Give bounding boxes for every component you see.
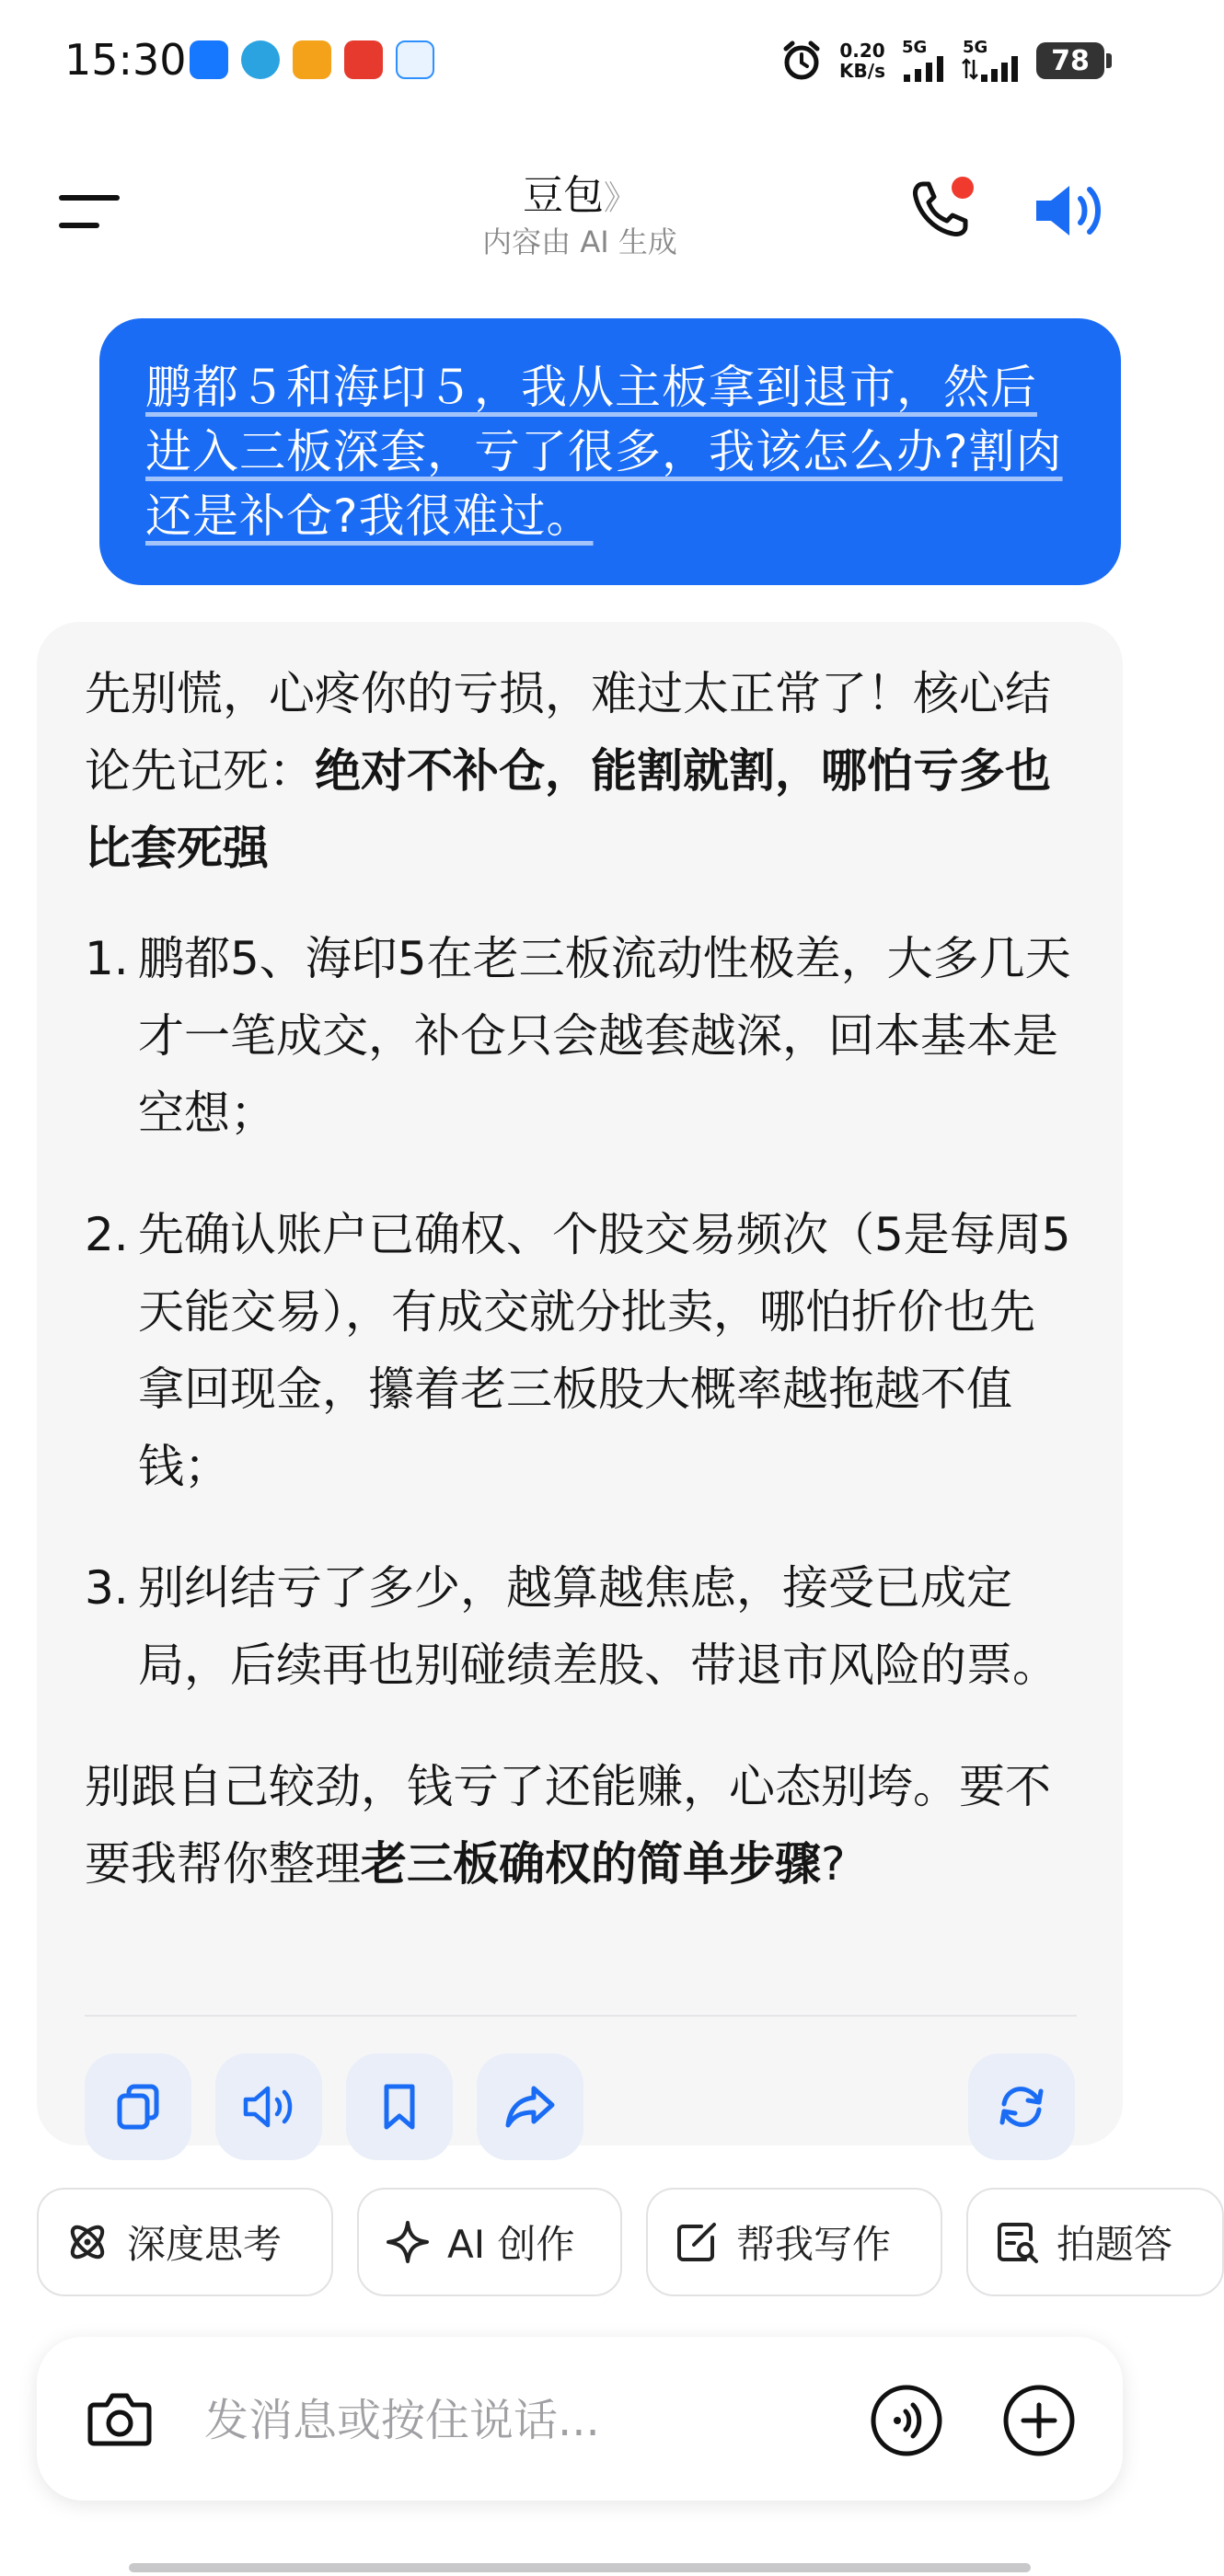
- user-message-text: 鹏都５和海印５，我从主板拿到退市，然后进入三板深套，亏了很多，我该怎么办?割肉还是补仓?我很难过。: [145, 361, 1063, 543]
- message-input[interactable]: [202, 2385, 795, 2456]
- share-button[interactable]: [477, 2053, 583, 2160]
- battery-indicator: 78: [1036, 42, 1104, 79]
- network-speed: 0.20 KB/s: [839, 40, 885, 82]
- telegram-icon: [241, 40, 280, 79]
- read-aloud-button[interactable]: [215, 2053, 322, 2160]
- alipay-icon: [190, 40, 228, 79]
- list-item: 1. 鹏都5、海印5在老三板流动性极差，大多几天才一笔成交，补仓只会越套越深，回本基本是空想；: [85, 932, 1071, 1140]
- ai-advice-list: [85, 920, 1079, 1704]
- signal-sim2: 5G: [963, 40, 1020, 82]
- home-indicator[interactable]: [129, 2563, 1031, 2572]
- chip-deep-thinking[interactable]: 深度思考: [37, 2188, 333, 2296]
- refresh-icon: [993, 2078, 1050, 2135]
- status-bar: [0, 0, 1160, 124]
- bookmark-button[interactable]: [346, 2053, 453, 2160]
- message-input-bar: [37, 2337, 1123, 2501]
- list-item: 3. 别纠结亏了多少，越算越焦虑，接受已成定局，后续再也别碰绩差股、带退市风险的票。: [85, 1561, 1058, 1692]
- ai-closing-paragraph: 别跟自己较劲，钱亏了还能赚，心态别垮。要不要我帮你整理老三板确权的简单步骤?: [85, 1760, 1051, 1891]
- plus-icon[interactable]: [1001, 2383, 1077, 2458]
- signal-sim1: 5G: [902, 40, 946, 82]
- signal-bars-icon: [902, 56, 946, 82]
- edit-icon: [674, 2219, 720, 2265]
- divider: [85, 2015, 1077, 2017]
- status-indicators: [780, 35, 1104, 86]
- copy-button[interactable]: [85, 2053, 191, 2160]
- sparkle-icon: [385, 2219, 431, 2265]
- chip-help-write[interactable]: 帮我写作: [646, 2188, 942, 2296]
- speaker-icon[interactable]: [1031, 180, 1108, 241]
- signal-bars-icon: [963, 56, 1020, 82]
- chip-ai-create[interactable]: AI 创作: [357, 2188, 622, 2296]
- ai-generated-notice: 内容由 AI 生成: [482, 224, 677, 259]
- status-time: 15:30: [64, 35, 187, 85]
- ai-response-card: [37, 622, 1123, 2145]
- chat-title[interactable]: 豆包》: [522, 172, 637, 219]
- camera-icon[interactable]: [83, 2383, 156, 2456]
- scan-doc-icon: [994, 2219, 1040, 2265]
- shopping-app-icon: [344, 40, 383, 79]
- chip-photo-question[interactable]: 拍题答: [966, 2188, 1224, 2296]
- list-item: 2. 先确认账户已确权、个股交易频次（5是每周5天能交易），有成交就分批卖，哪怕折价也先拿回现金，攥着老三板股大概率越拖越不值钱；: [85, 1208, 1071, 1493]
- ai-intro-paragraph: 先别慌，心疼你的亏损，难过太正常了！核心结论先记死：绝对不补仓，能割就割，哪怕亏多也比套死强: [85, 667, 1051, 875]
- bookmark-icon: [374, 2081, 425, 2133]
- notification-dot: [952, 177, 974, 199]
- atom-icon: [64, 2219, 110, 2265]
- speaker-icon: [240, 2081, 297, 2133]
- flower-app-icon: [293, 40, 331, 79]
- alarm-icon: [780, 40, 823, 82]
- voice-wave-icon[interactable]: [869, 2383, 944, 2458]
- ai-response-content: [85, 655, 1079, 1903]
- regenerate-button[interactable]: [968, 2053, 1075, 2160]
- chat-header: [0, 156, 1160, 267]
- share-arrow-icon: [502, 2081, 558, 2133]
- copy-icon: [112, 2081, 164, 2133]
- chevron-right-icon: 》: [603, 179, 637, 217]
- user-message-bubble[interactable]: [99, 318, 1121, 585]
- blue-app-icon: [396, 40, 434, 79]
